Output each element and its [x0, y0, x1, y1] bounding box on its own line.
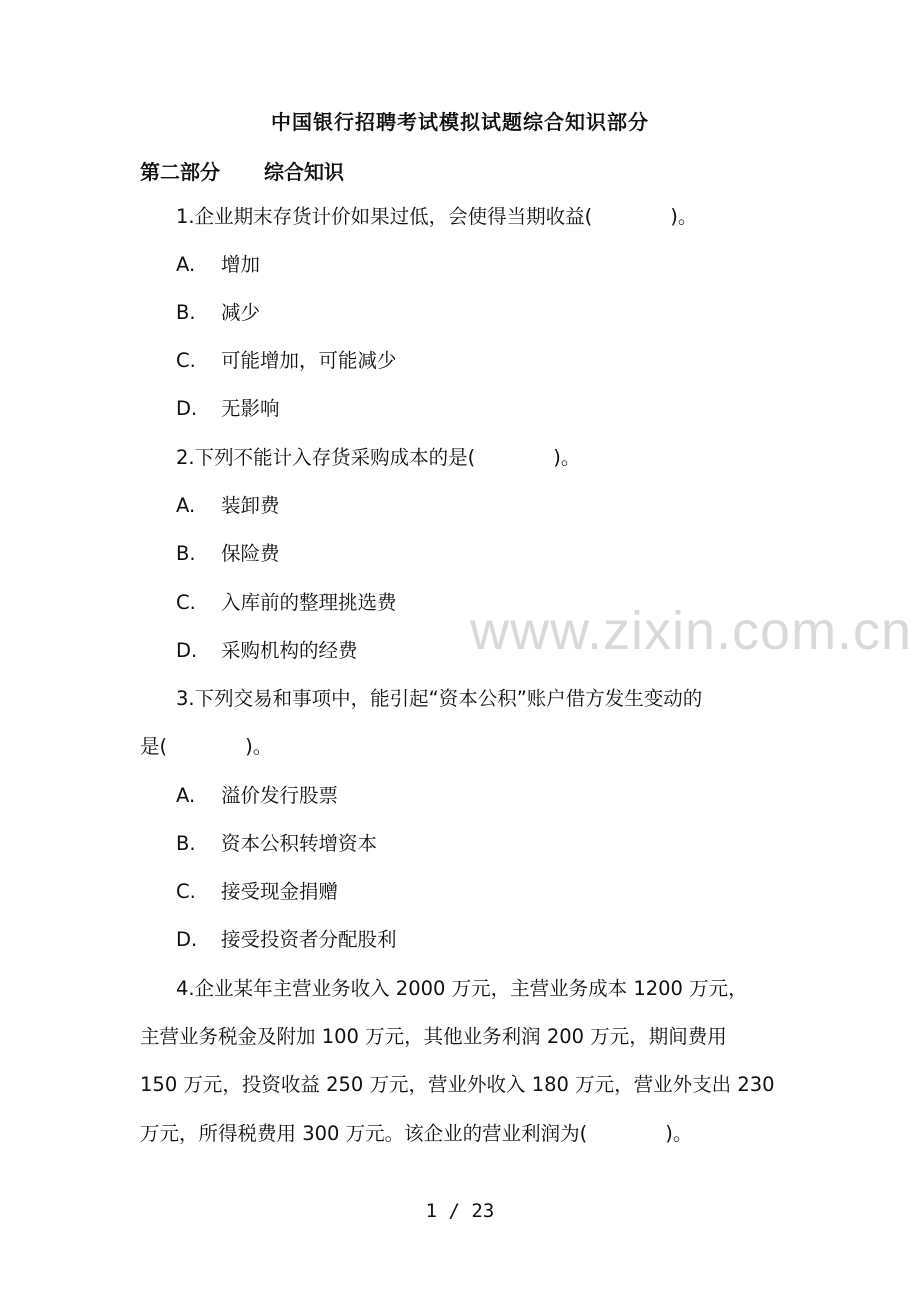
option-letter: B.	[176, 301, 196, 324]
question-4-line-3: 150 万元，投资收益 250 万元，营业外收入 180 万元，营业外支出 230	[140, 1073, 775, 1096]
option-text: 无影响	[221, 397, 280, 420]
option-text: 可能增加，可能减少	[221, 349, 397, 372]
page-indicator: 1 / 23	[425, 1200, 495, 1222]
question-1-option-b	[176, 301, 260, 325]
option-letter: D.	[176, 639, 198, 662]
option-letter: D.	[176, 397, 198, 420]
option-text: 接受现金捐赠	[221, 880, 339, 903]
option-text: 入库前的整理挑选费	[221, 591, 397, 614]
question-3-option-c	[176, 880, 338, 904]
option-text: 增加	[221, 253, 261, 276]
question-1-option-d	[176, 397, 280, 421]
option-letter: C.	[176, 591, 196, 614]
question-3-option-a	[176, 784, 338, 808]
question-3-option-d	[176, 928, 397, 952]
option-letter: A.	[176, 253, 196, 276]
section-name: 综合知识	[264, 160, 344, 184]
option-letter: B.	[176, 832, 196, 855]
question-1-option-a	[176, 253, 260, 277]
option-letter: C.	[176, 349, 196, 372]
option-letter: D.	[176, 928, 198, 951]
option-letter: C.	[176, 880, 196, 903]
option-text: 溢价发行股票	[221, 784, 339, 807]
option-text: 接受投资者分配股利	[221, 928, 397, 951]
question-2-option-a	[176, 494, 280, 518]
question-4-line-2: 主营业务税金及附加 100 万元，其他业务利润 200 万元，期间费用	[140, 1025, 727, 1048]
section-part: 第二部分	[140, 160, 220, 184]
question-1-option-c	[176, 349, 397, 373]
option-text: 装卸费	[221, 494, 280, 517]
document-title: 中国银行招聘考试模拟试题综合知识部分	[271, 110, 649, 134]
section-heading	[140, 156, 344, 185]
question-2-option-d	[176, 639, 358, 663]
watermark: www.zixin.com.cn	[470, 601, 913, 661]
question-4-line-1: 4.企业某年主营业务收入 2000 万元，主营业务成本 1200 万元，	[176, 977, 748, 1000]
question-1-stem: 1.企业期末存货计价如果过低，会使得当期收益( )。	[176, 205, 698, 228]
question-2-option-b	[176, 542, 280, 566]
question-2-option-c	[176, 591, 397, 615]
question-4-line-4: 万元，所得税费用 300 万元。该企业的营业利润为( )。	[140, 1122, 693, 1145]
option-letter: A.	[176, 494, 196, 517]
question-3-stem-line-1: 3.下列交易和事项中，能引起“资本公积”账户借方发生变动的	[176, 687, 703, 710]
option-text: 减少	[221, 301, 261, 324]
option-text: 采购机构的经费	[221, 639, 358, 662]
option-text: 保险费	[221, 542, 280, 565]
question-3-option-b	[176, 832, 377, 856]
option-text: 资本公积转增资本	[221, 832, 378, 855]
option-letter: B.	[176, 542, 196, 565]
question-2-stem: 2.下列不能计入存货采购成本的是( )。	[176, 446, 581, 469]
option-letter: A.	[176, 784, 196, 807]
question-3-stem-line-2: 是( )。	[140, 735, 273, 758]
